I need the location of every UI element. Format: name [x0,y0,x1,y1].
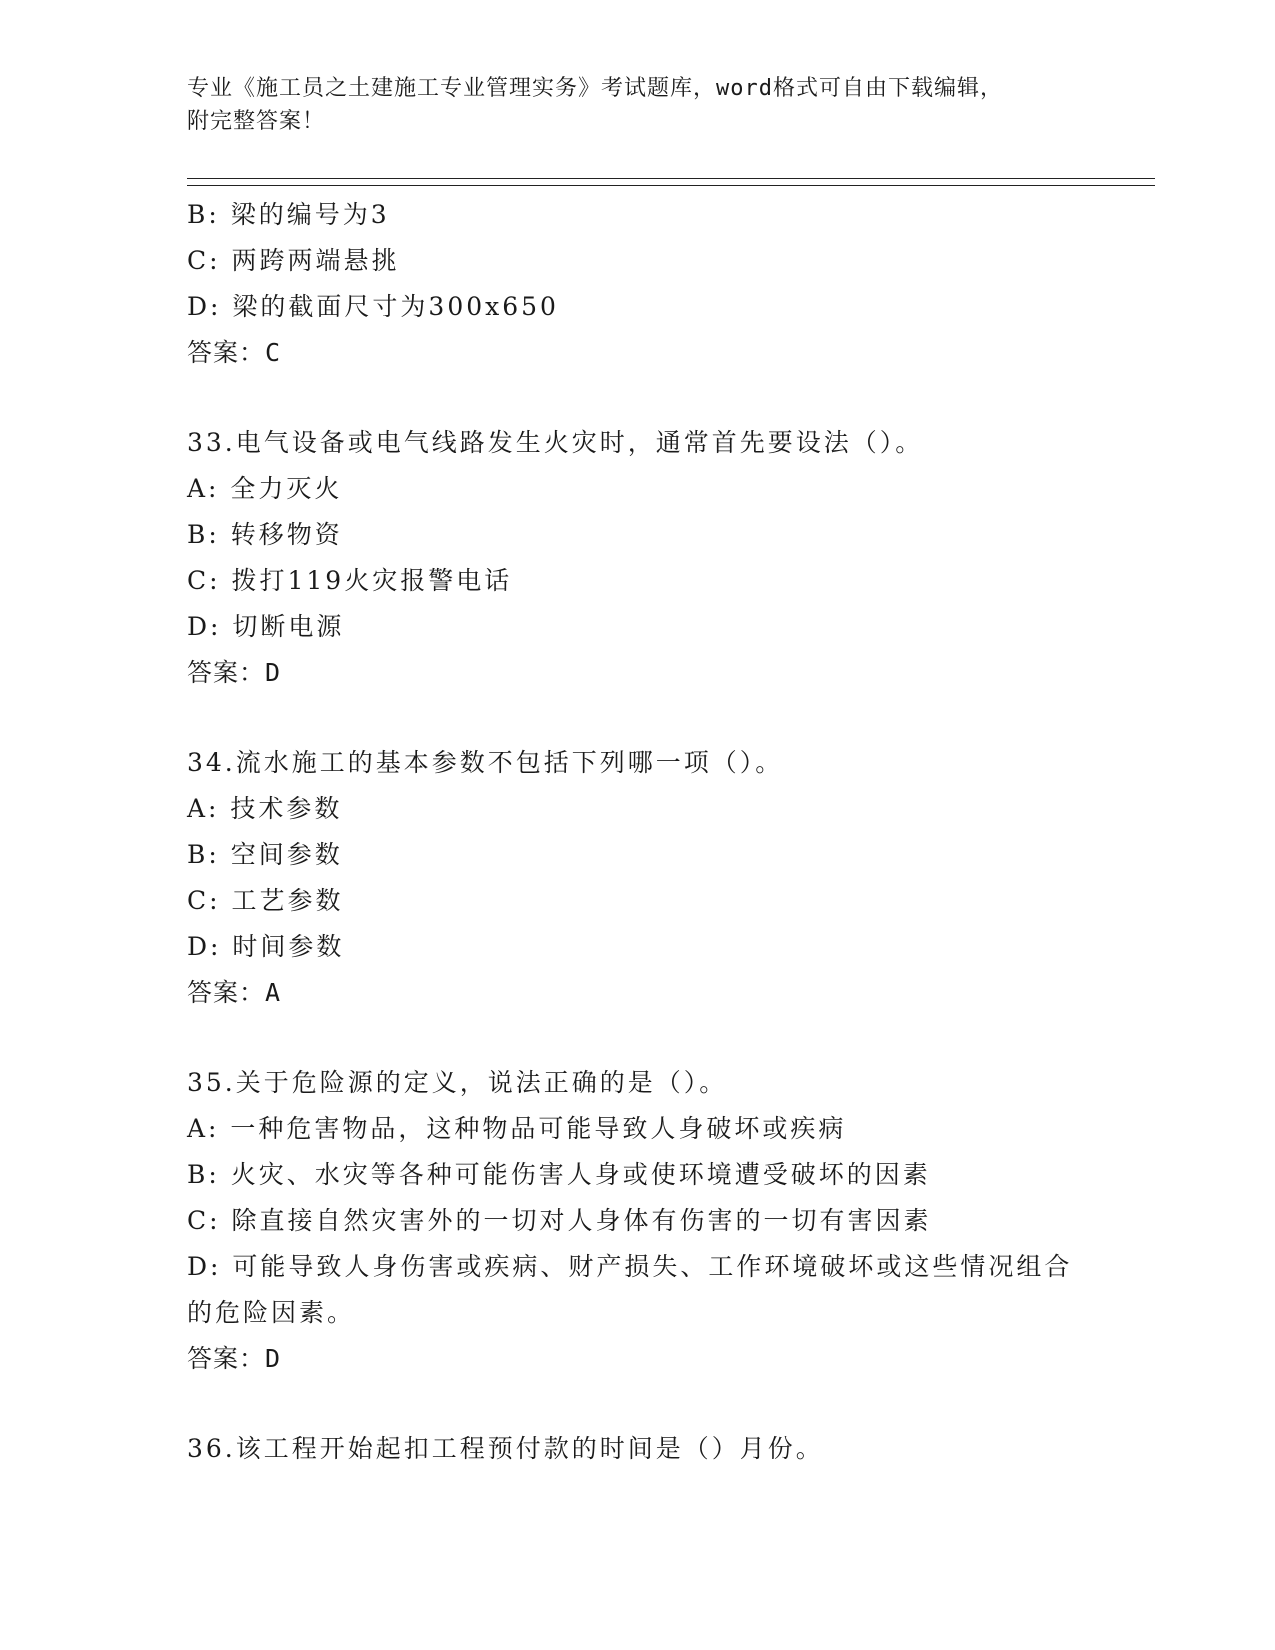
spacer [187,376,1087,420]
option-d: D: 梁的截面尺寸为300x650 [187,292,559,321]
option-b: B: 火灾、水灾等各种可能伤害人身或使环境遭受破坏的因素 [187,1160,931,1189]
question-block-36 [187,1426,1087,1472]
answer-line: 答案：A [187,978,282,1007]
document-header [187,72,1087,138]
option-c: C: 两跨两端悬挑 [187,246,400,275]
option-d: D: 可能导致人身伤害或疾病、财产损失、工作环境破坏或这些情况组合的危险因素。 [187,1252,1073,1327]
question-block-34 [187,740,1087,1016]
option-d: D: 时间参数 [187,932,345,961]
question-block-35 [187,1060,1087,1382]
question-block-33 [187,420,1087,696]
question-stem: 35.关于危险源的定义，说法正确的是（）。 [187,1068,728,1097]
option-a: A: 技术参数 [187,794,343,823]
option-c: C: 除直接自然灾害外的一切对人身体有伤害的一切有害因素 [187,1206,932,1235]
option-b: B: 转移物资 [187,520,343,549]
option-b: B: 梁的编号为3 [187,200,390,229]
question-block-32 [187,192,1087,376]
question-stem: 34.流水施工的基本参数不包括下列哪一项（）。 [187,748,784,777]
option-d: D: 切断电源 [187,612,345,641]
question-list [187,192,1087,1472]
header-title-line-1: 专业《施工员之土建施工专业管理实务》考试题库，word格式可自由下载编辑， [187,76,1003,101]
answer-line: 答案：C [187,338,282,367]
answer-line: 答案：D [187,658,282,687]
option-a: A: 全力灭火 [187,474,343,503]
option-c: C: 工艺参数 [187,886,344,915]
option-b: B: 空间参数 [187,840,343,869]
spacer [187,1016,1087,1060]
spacer [187,696,1087,740]
spacer [187,1382,1087,1426]
question-stem: 36.该工程开始起扣工程预付款的时间是（）月份。 [187,1434,824,1463]
header-title-line-2: 附完整答案！ [187,109,326,134]
answer-line: 答案：D [187,1344,282,1373]
option-c: C: 拨打119火灾报警电话 [187,566,513,595]
header-divider [187,178,1155,186]
option-a: A: 一种危害物品，这种物品可能导致人身破坏或疾病 [187,1114,847,1143]
question-stem: 33.电气设备或电气线路发生火灾时，通常首先要设法（）。 [187,428,924,457]
